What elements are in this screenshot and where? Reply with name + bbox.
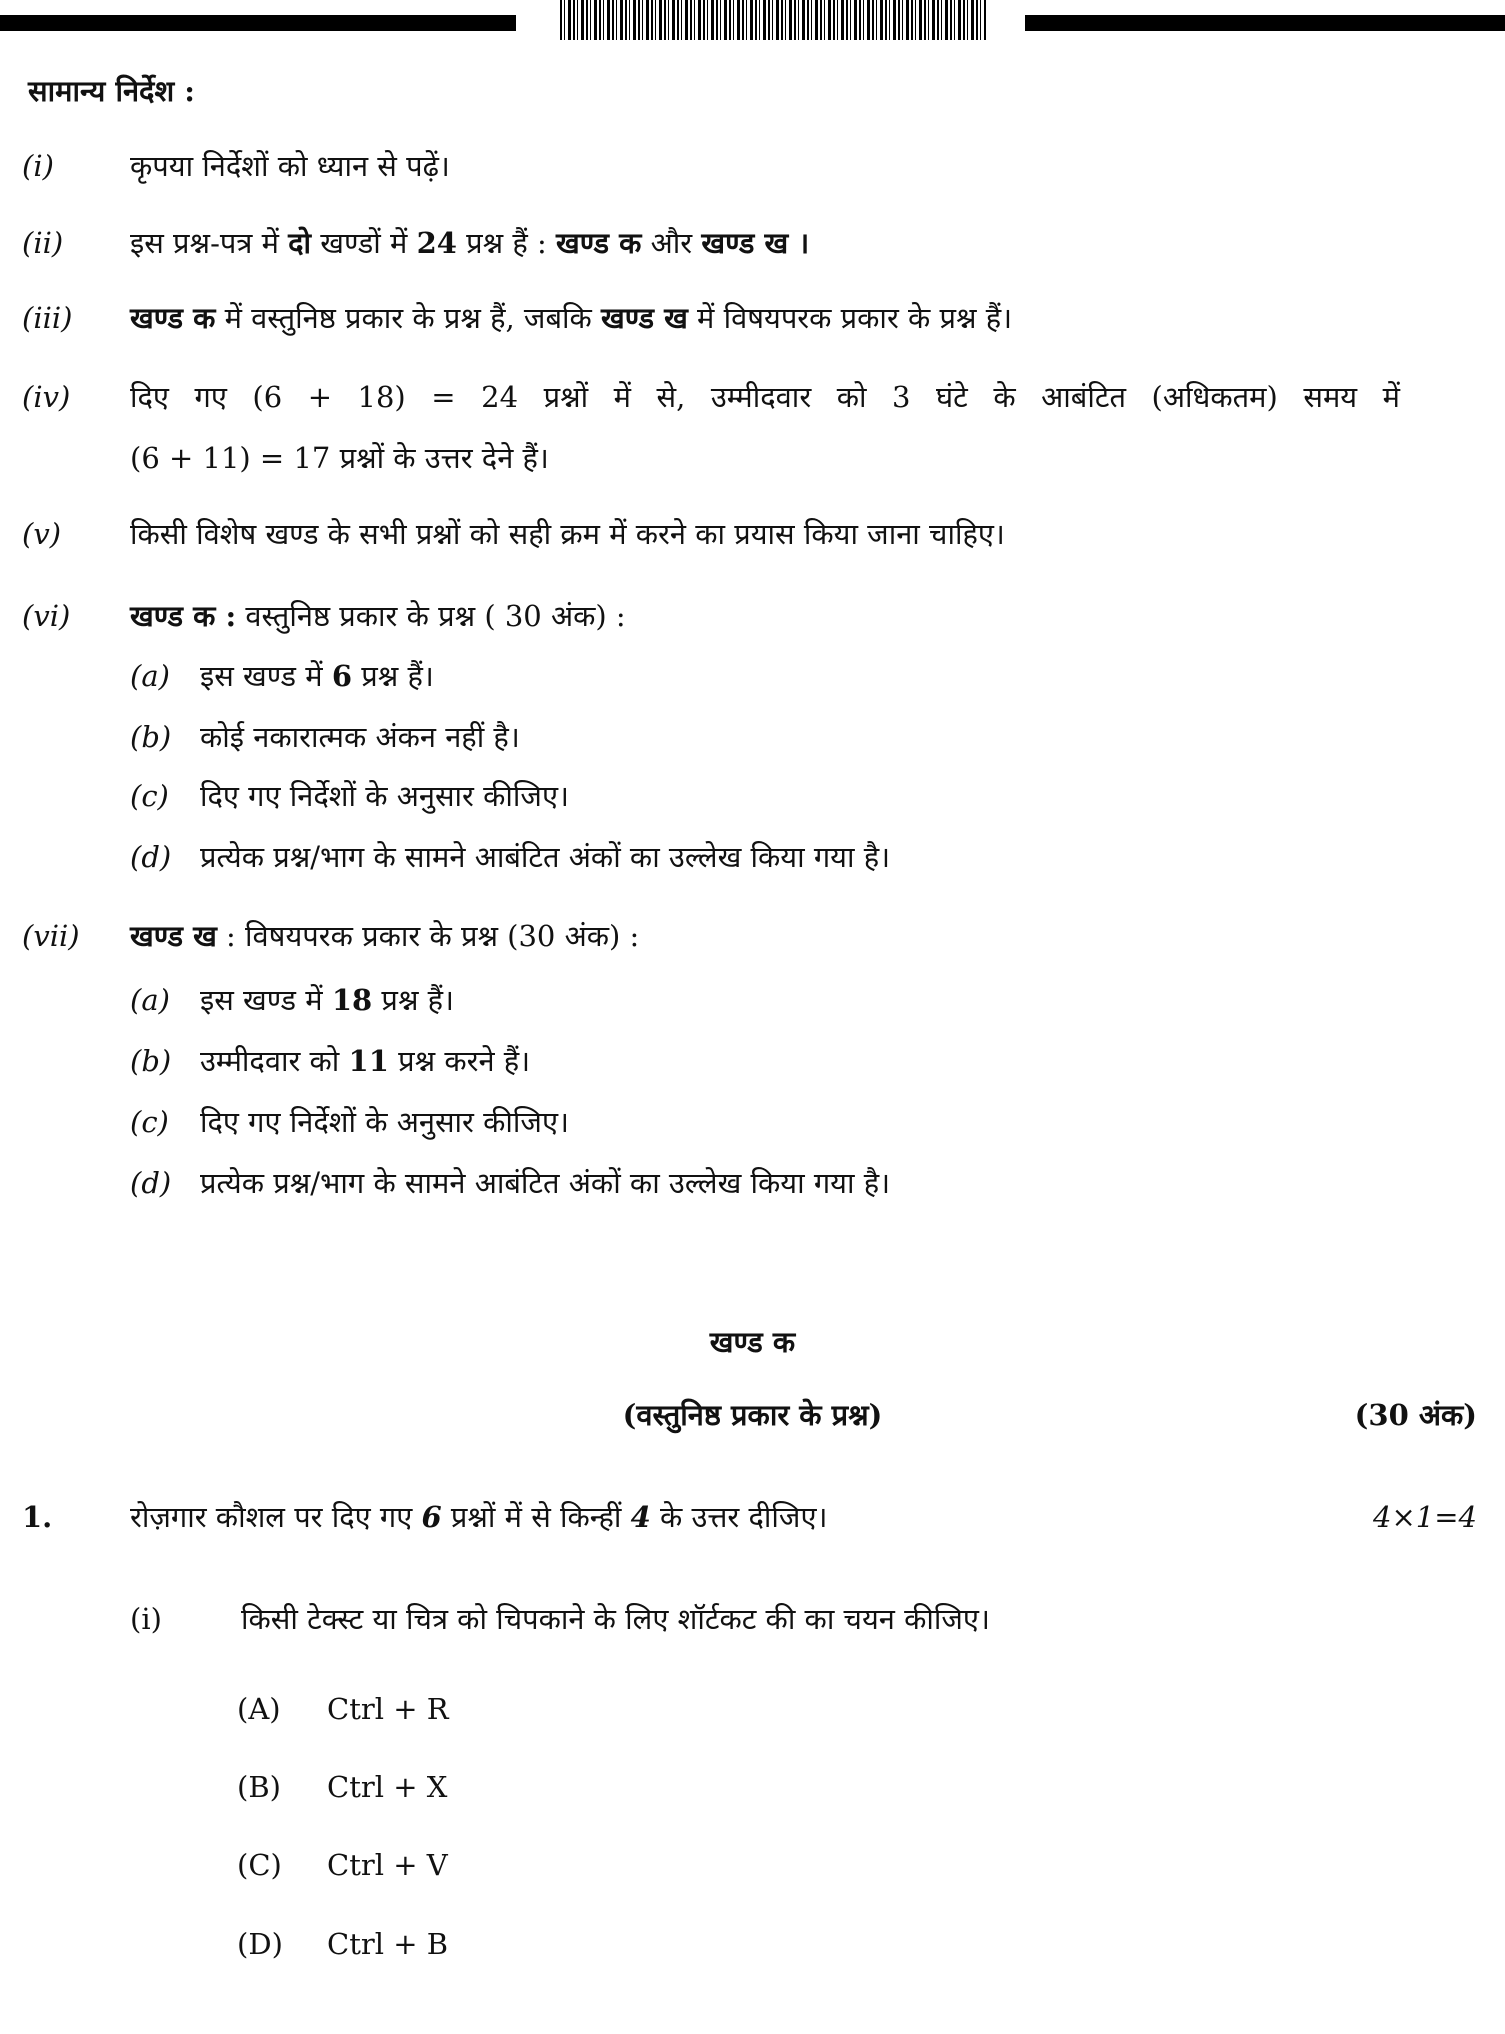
option-text: Ctrl + V	[327, 1848, 448, 1882]
text: में वस्तुनिष्ठ प्रकार के प्रश्न हैं, जबकि	[215, 301, 601, 335]
bold: खण्ड क	[130, 301, 216, 335]
option-label: (C)	[237, 1848, 282, 1882]
bold: 6	[421, 1500, 442, 1534]
sub-number: (b)	[130, 720, 172, 754]
item-number: (vii)	[22, 919, 80, 953]
instruction-vi-d: प्रत्येक प्रश्न/भाग के सामने आबंटित अंकों का उल्लेख किया गया है।	[200, 840, 891, 874]
sub-number: (c)	[130, 1105, 169, 1139]
sub-number: (b)	[130, 1044, 172, 1078]
instruction-vii	[130, 916, 639, 956]
instruction-iv-line2: (6 + 11) = 17 प्रश्नों के उत्तर देने हैं।	[130, 441, 549, 475]
barcode	[560, 0, 986, 40]
instruction-vi	[130, 596, 626, 636]
instruction-vii-c: दिए गए निर्देशों के अनुसार कीजिए।	[200, 1105, 569, 1139]
question-text	[130, 1497, 827, 1537]
question-number: 1.	[22, 1500, 53, 1534]
bold: 4	[630, 1500, 651, 1534]
item-number: (iii)	[22, 301, 73, 335]
header-bar-right	[1025, 15, 1505, 31]
instruction-iv-line1: दिए गए (6 + 18) = 24 प्रश्नों में से, उम्मीदवार को 3 घंटे के आबंटित (अधिकतम) समय में	[130, 380, 1400, 414]
bold: खण्ड ख	[130, 919, 217, 953]
option-label: (D)	[237, 1927, 283, 1961]
sub-number: (a)	[130, 983, 170, 1017]
text: प्रश्न हैं।	[352, 659, 434, 693]
option-text: Ctrl + X	[327, 1770, 448, 1804]
subquestion-number: (i)	[130, 1602, 162, 1636]
text: प्रश्न करने हैं।	[388, 1044, 531, 1078]
bold: खण्ड क :	[130, 599, 237, 633]
text: प्रश्न हैं।	[372, 983, 455, 1017]
text: : विषयपरक प्रकार के प्रश्न (30 अंक) :	[216, 919, 640, 953]
instruction-vi-c: दिए गए निर्देशों के अनुसार कीजिए।	[200, 779, 569, 813]
bold: 24	[416, 226, 457, 260]
text: के उत्तर दीजिए।	[650, 1500, 828, 1534]
text: प्रश्नों में से किन्हीं	[441, 1500, 631, 1534]
header-bar-left	[0, 15, 516, 31]
question-marks: 4×1=4	[1373, 1500, 1477, 1534]
text: खण्डों में	[311, 226, 417, 260]
text: इस खण्ड में	[200, 983, 332, 1017]
text: उम्मीदवार को	[200, 1044, 349, 1078]
bold: खण्ड ख ।	[701, 226, 810, 260]
option-label: (A)	[237, 1692, 281, 1726]
option-text: Ctrl + R	[327, 1692, 449, 1726]
bold: 6	[331, 659, 353, 693]
text: में विषयपरक प्रकार के प्रश्न हैं।	[687, 301, 1013, 335]
subquestion-text: किसी टेक्स्ट या चित्र को चिपकाने के लिए शॉर्टकट की का चयन कीजिए।	[241, 1602, 990, 1636]
instruction-vi-b: कोई नकारात्मक अंकन नहीं है।	[200, 720, 520, 754]
bold: 11	[348, 1044, 389, 1078]
instruction-vii-d: प्रत्येक प्रश्न/भाग के सामने आबंटित अंकों का उल्लेख किया गया है।	[200, 1166, 891, 1200]
section-marks: (30 अंक)	[1354, 1398, 1477, 1432]
item-number: (vi)	[22, 599, 71, 633]
section-title: खण्ड क	[709, 1325, 796, 1359]
instructions-heading: सामान्य निर्देश :	[28, 74, 195, 108]
text: रोज़गार कौशल पर दिए गए	[130, 1500, 422, 1534]
instruction-i: कृपया निर्देशों को ध्यान से पढ़ें।	[130, 149, 450, 183]
item-number: (ii)	[22, 226, 64, 260]
item-number: (i)	[22, 149, 54, 183]
instruction-vii-a	[200, 980, 454, 1020]
bold: खण्ड ख	[601, 301, 688, 335]
bold: 18	[331, 983, 373, 1017]
bold: दो	[288, 226, 312, 260]
text: वस्तुनिष्ठ प्रकार के प्रश्न ( 30 अंक) :	[236, 599, 626, 633]
text: इस खण्ड में	[200, 659, 332, 693]
item-number: (v)	[22, 517, 62, 551]
instruction-v: किसी विशेष खण्ड के सभी प्रश्नों को सही क्रम में करने का प्रयास किया जाना चाहिए।	[130, 517, 1005, 551]
section-subtitle: (वस्तुनिष्ठ प्रकार के प्रश्न)	[622, 1398, 883, 1432]
sub-number: (c)	[130, 779, 169, 813]
sub-number: (d)	[130, 840, 172, 874]
option-label: (B)	[237, 1770, 281, 1804]
bold: खण्ड क	[555, 226, 642, 260]
instruction-vi-a	[200, 656, 434, 696]
instruction-vii-b	[200, 1041, 530, 1081]
text: और	[641, 226, 702, 260]
option-text: Ctrl + B	[327, 1927, 449, 1961]
instruction-iii	[130, 298, 1012, 338]
text: प्रश्न हैं :	[456, 226, 556, 260]
instruction-ii	[130, 223, 809, 263]
text: इस प्रश्न-पत्र में	[130, 226, 289, 260]
item-number: (iv)	[22, 380, 71, 414]
sub-number: (a)	[130, 659, 170, 693]
sub-number: (d)	[130, 1166, 172, 1200]
